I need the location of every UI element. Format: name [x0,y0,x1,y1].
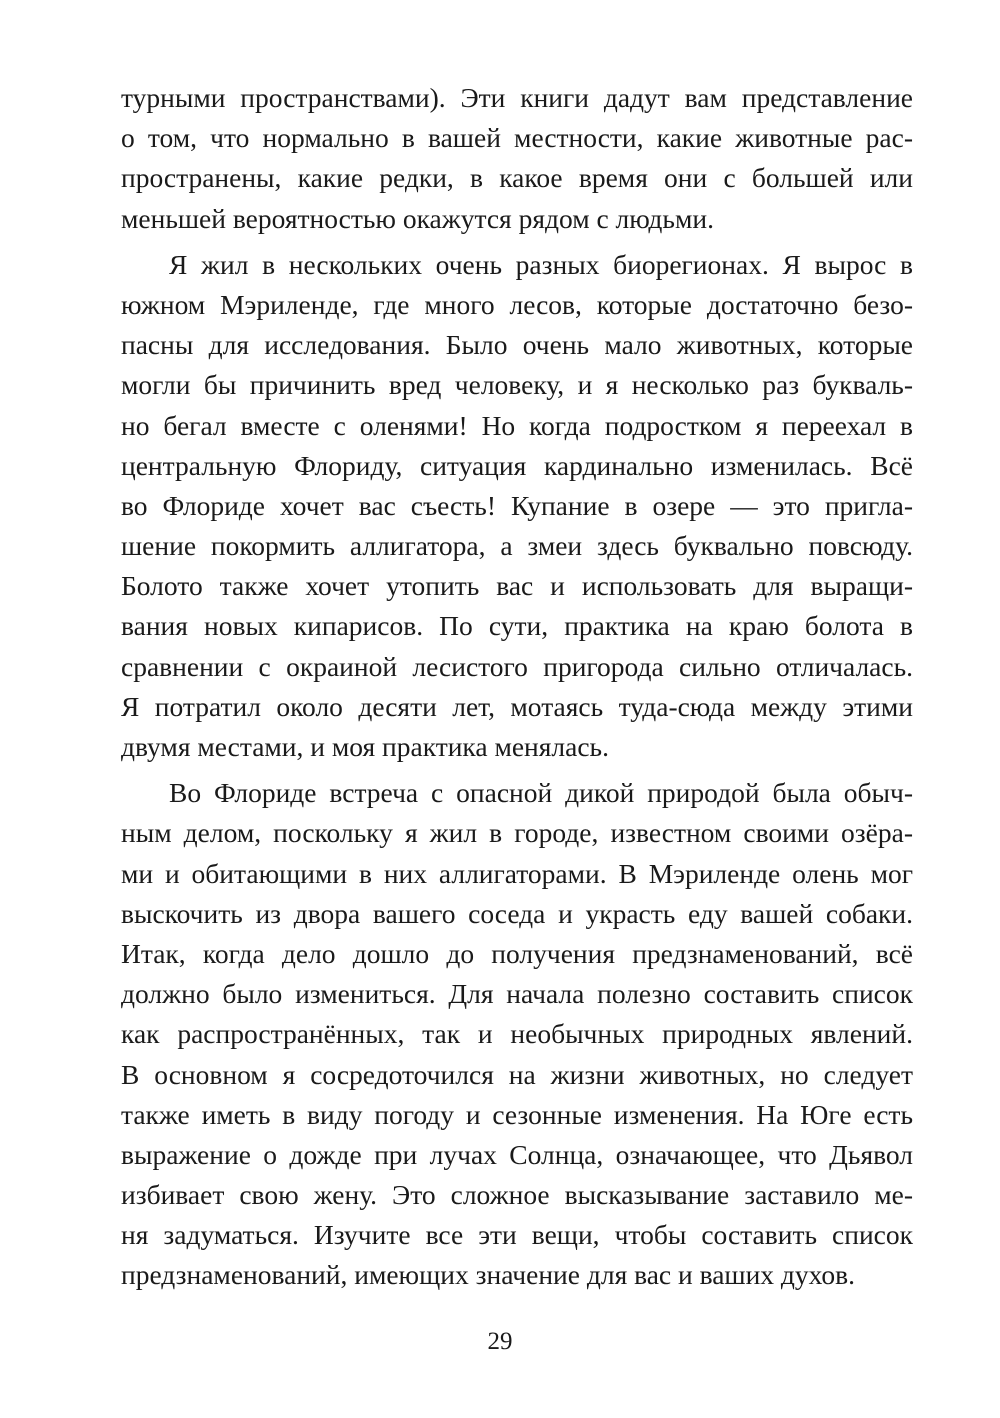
text-line: турными пространствами). Эти книги дадут вам представление [121,82,913,113]
text-line: во Флориде хочет вас съесть! Купание в озере — это пригла- [121,489,913,521]
text-line: Итак, когда дело дошло до получения предзнаменований, всё [121,937,913,969]
text-line: ня задуматься. Изучите все эти вещи, чтобы составить список [121,1219,913,1251]
text-line: Я жил в нескольких очень разных биорегионах. Я вырос в [169,248,913,280]
page-number: 29 [487,1328,513,1355]
text-line: как распространённых, так и необычных природных явлений. [121,1018,913,1050]
text-line: предзнаменований, имеющих значение для вас и ваших духов. [121,1259,855,1291]
text-line: Болото также хочет утопить вас и использовать для выращи- [121,570,913,602]
text-line: могли бы причинить вред человеку, и я несколько раз букваль- [121,369,913,401]
text-line: ным делом, поскольку я жил в городе, известном своими озёра- [121,817,913,849]
text-line: выскочить из двора вашего соседа и украсть еду вашей собаки. [121,897,913,929]
text-line: Во Флориде встреча с опасной дикой природой была обыч- [169,777,913,809]
text-line: В основном я сосредоточился на жизни животных, но следует [121,1058,913,1090]
text-line: но бегал вместе с оленями! Но когда подростком я переехал в [121,409,913,441]
text-line: вания новых кипарисов. По сути, практика на краю болота в [121,610,913,642]
paragraph-3 [121,773,913,1295]
text-line: центральную Флориду, ситуация кардинально изменилась. Всё [121,449,913,481]
paragraph-1 [121,78,913,239]
text-line: должно было измениться. Для начала полезно составить список [121,978,913,1010]
text-line: избивает свою жену. Это сложное высказывание заставило ме- [121,1179,913,1211]
text-line: о том, что нормально в вашей местности, какие животные рас- [121,122,913,154]
paragraph-2 [121,245,913,767]
text-line: пространены, какие редки, в какое время они с большей или [121,162,913,194]
text-line: шение покормить аллигатора, а змеи здесь буквально повсюду. [121,530,913,562]
text-line: сравнении с окраиной лесистого пригорода сильно отличалась. [121,650,913,682]
text-line: двумя местами, и моя практика менялась. [121,731,609,762]
text-line: ми и обитающими в них аллигаторами. В Мэриленде олень мог [121,857,913,889]
text-line: меньшей вероятностью окажутся рядом с людьми. [121,202,714,234]
text-line: также иметь в виду погоду и сезонные изменения. На Юге есть [121,1098,913,1130]
page-body [121,78,913,1296]
text-line: Я потратил около десяти лет, мотаясь туда-сюда между этими [121,690,913,722]
text-line: выражение о дожде при лучах Солнца, означающее, что Дьявол [121,1138,913,1170]
text-line: южном Мэриленде, где много лесов, которые достаточно безо- [121,288,913,320]
text-line: пасны для исследования. Было очень мало животных, которые [121,329,913,361]
